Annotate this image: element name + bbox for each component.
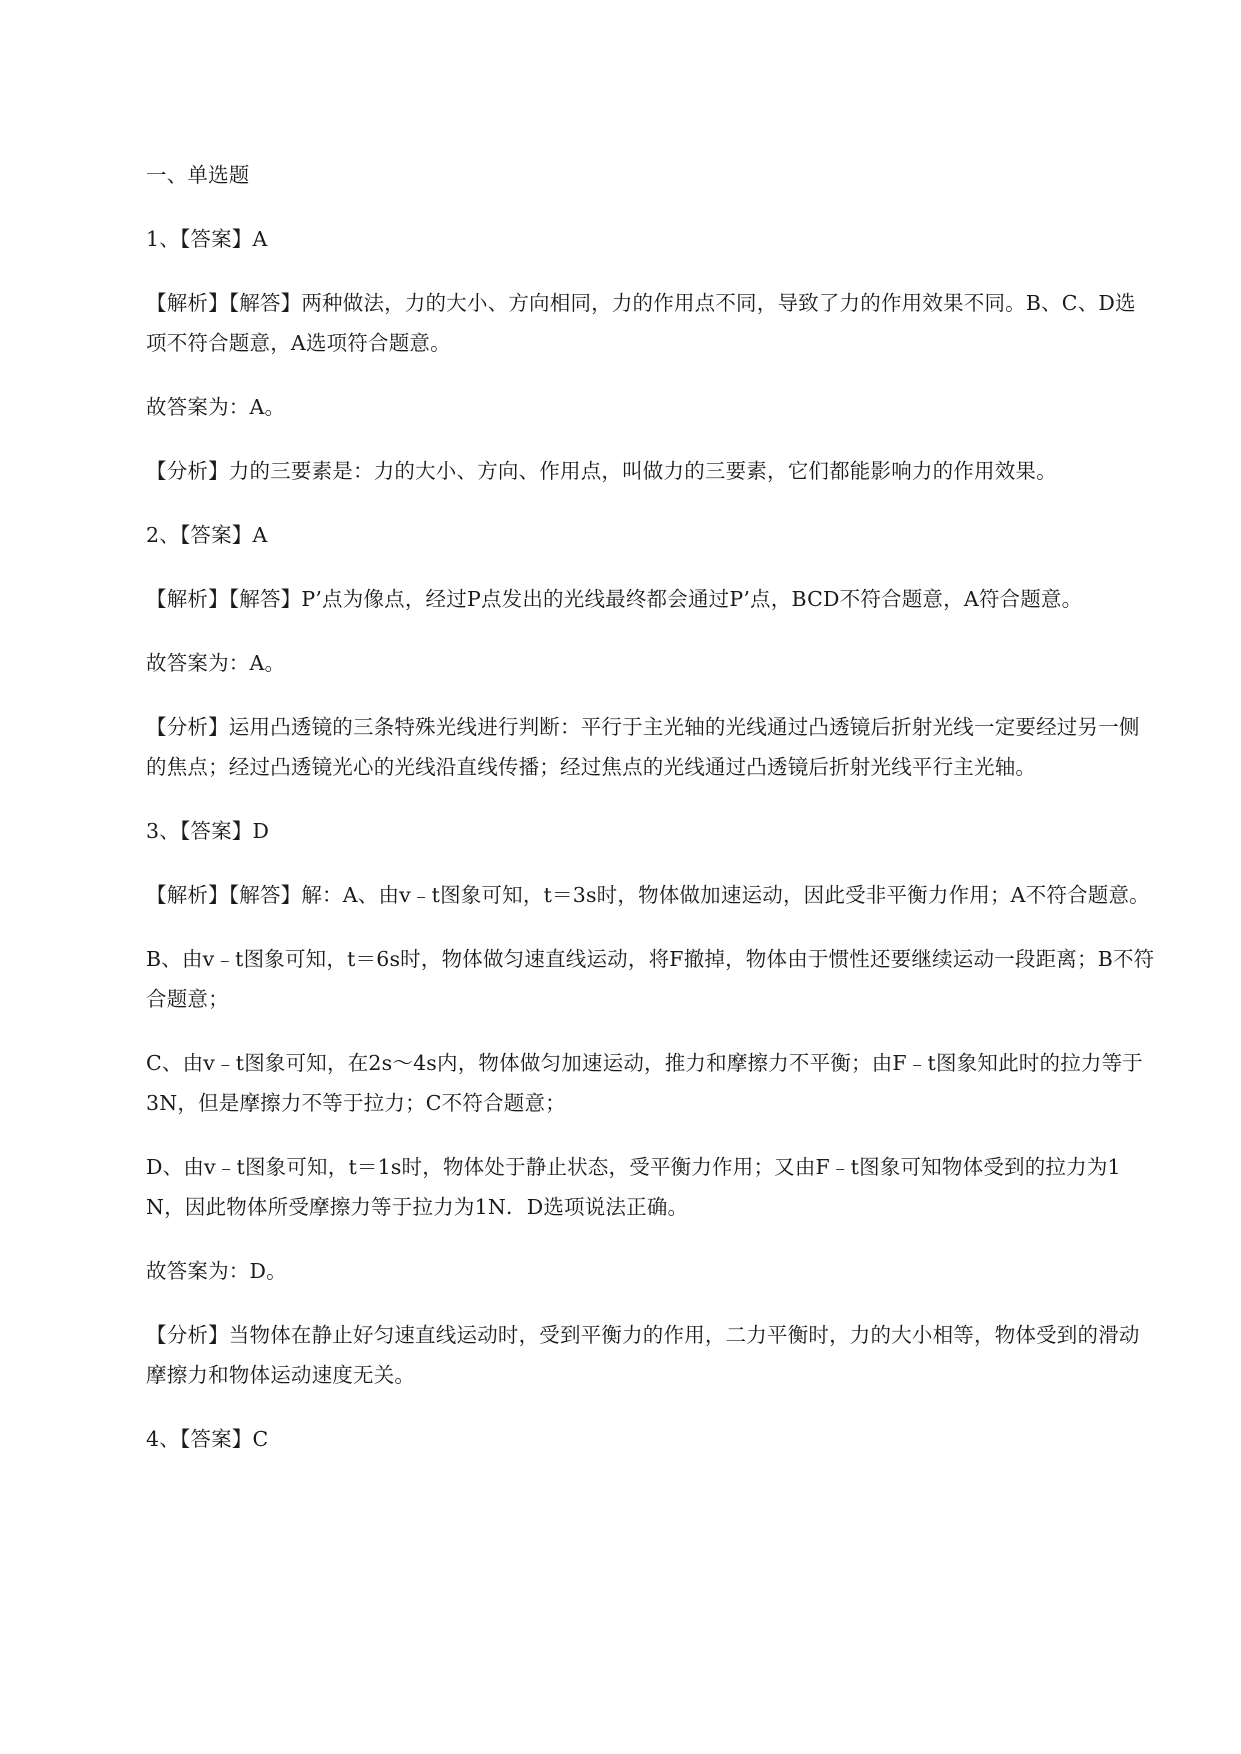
q3-answer: 3、【答案】D (146, 819, 270, 843)
q2-analysis: 【分析】运用凸透镜的三条特殊光线进行判断：平行于主光轴的光线通过凸透镜后折射光线一定要经过另一侧的焦点；经过凸透镜光心的光线沿直线传播；经过焦点的光线通过凸透镜后折射光线平行主光轴。 (146, 715, 1140, 779)
section-title: 一、单选题 (146, 163, 250, 187)
q3-analysis: 【分析】当物体在静止好匀速直线运动时，受到平衡力的作用，二力平衡时，力的大小相等，物体受到的滑动摩擦力和物体运动速度无关。 (146, 1323, 1140, 1387)
q3-option-b: B、由v﹣t图象可知，t＝6s时，物体做匀速直线运动，将F撤掉，物体由于惯性还要继续运动一段距离；B不符合题意； (146, 947, 1155, 1011)
q2-explanation: 【解析】【解答】P’点为像点，经过P点发出的光线最终都会通过P’点，BCD不符合题意，A符合题意。 (146, 587, 1083, 611)
document-page (146, 155, 1156, 1483)
q3-result: 故答案为：D。 (146, 1259, 287, 1283)
q1-result: 故答案为：A。 (146, 395, 286, 419)
q3-option-c: C、由v﹣t图象可知，在2s～4s内，物体做匀加速运动，推力和摩擦力不平衡；由F﹣t图象知此时的拉力等于3N，但是摩擦力不等于拉力；C不符合题意； (146, 1051, 1143, 1115)
q1-answer: 1、【答案】A (146, 227, 268, 251)
q1-explanation: 【解析】【解答】两种做法，力的大小、方向相同，力的作用点不同，导致了力的作用效果不同。B、C、D选项不符合题意，A选项符合题意。 (146, 291, 1136, 355)
q3-explanation: 【解析】【解答】解：A、由v﹣t图象可知，t＝3s时，物体做加速运动，因此受非平衡力作用；A不符合题意。 (146, 883, 1150, 907)
q2-answer: 2、【答案】A (146, 523, 268, 547)
q1-analysis: 【分析】力的三要素是：力的大小、方向、作用点，叫做力的三要素，它们都能影响力的作用效果。 (146, 459, 1057, 483)
q4-answer: 4、【答案】C (146, 1427, 269, 1451)
q2-result: 故答案为：A。 (146, 651, 286, 675)
q3-option-d: D、由v﹣t图象可知，t＝1s时，物体处于静止状态，受平衡力作用；又由F﹣t图象可知物体受到的拉力为1N，因此物体所受摩擦力等于拉力为1N．D选项说法正确。 (146, 1155, 1121, 1219)
